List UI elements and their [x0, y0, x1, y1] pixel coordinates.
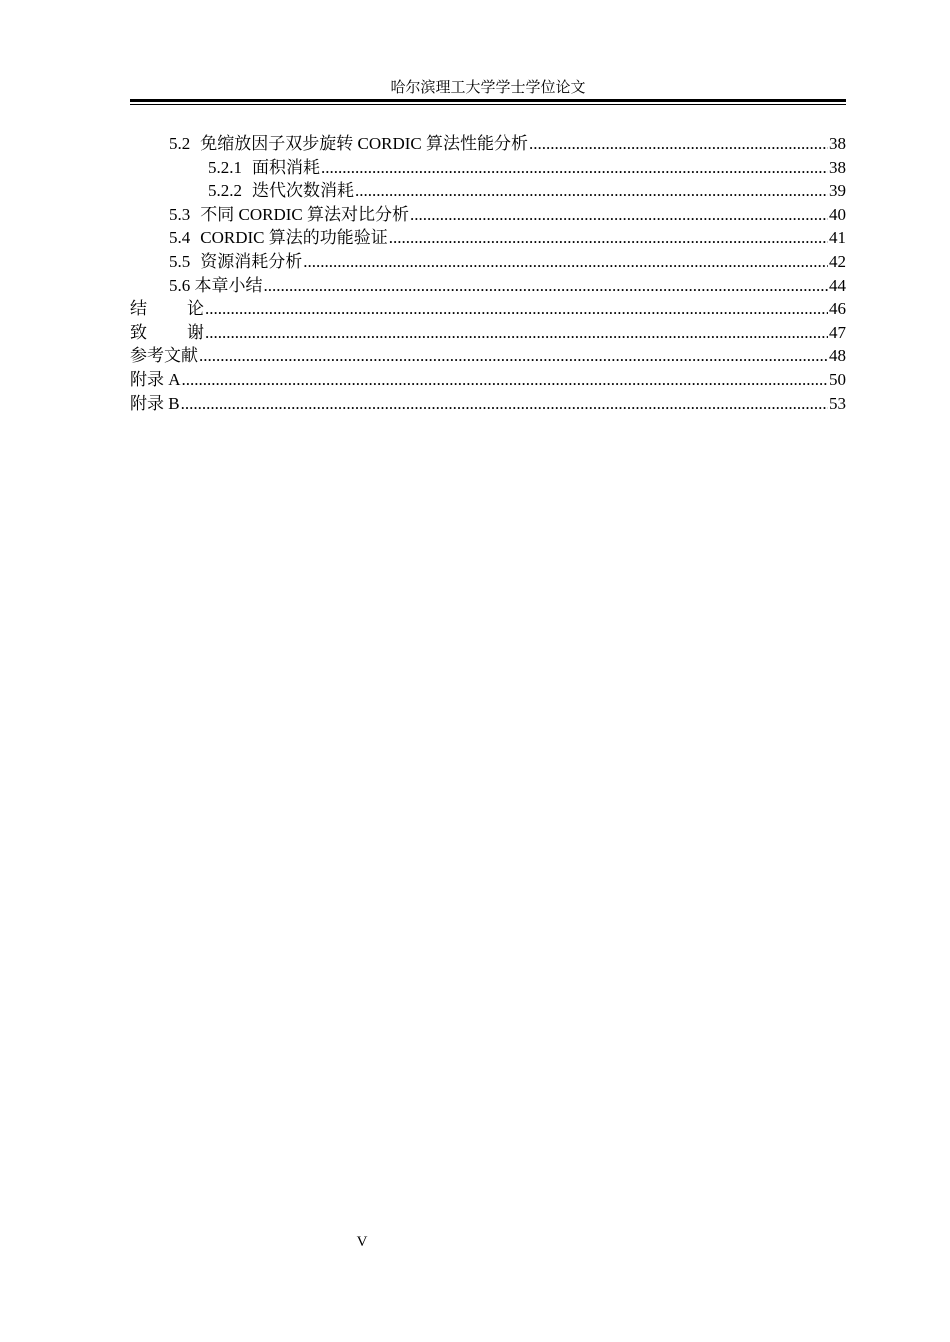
toc-entry-acknowledgements[interactable]: [130, 321, 846, 345]
toc-entry-number: 5.5: [169, 251, 191, 271]
toc-entry-title-part: 论: [187, 299, 204, 319]
toc-entry-page: 44: [829, 275, 846, 295]
toc-dot-leader: [355, 179, 828, 203]
toc-entry-number: 5.2: [169, 134, 191, 153]
toc-entry-title-part: 结: [130, 299, 187, 319]
toc-entry-title: 不同 CORDIC 算法对比分析: [200, 204, 409, 224]
toc-entry-5-4[interactable]: [130, 226, 846, 250]
toc-dot-leader: [205, 297, 828, 321]
toc-entry-references[interactable]: [130, 344, 846, 368]
toc-entry-5-2-1[interactable]: [130, 156, 846, 180]
toc-entry-page: 38: [829, 134, 846, 153]
toc-entry-title: 附录 B: [130, 393, 180, 413]
toc-entry-number: 5.2.1: [208, 157, 242, 177]
toc-entry-5-5[interactable]: [130, 250, 846, 274]
toc-entry-number: 5.2.2: [208, 181, 242, 201]
toc-dot-leader: [410, 203, 828, 227]
toc-entry-page: 41: [829, 228, 846, 248]
toc-entry-5-2-2[interactable]: [130, 179, 846, 203]
toc-entry-number: 5.3: [169, 204, 191, 224]
toc-entry-title: 5.6 本章小结: [169, 275, 263, 295]
page-header-title: 哈尔滨理工大学学士学位论文: [390, 80, 586, 96]
toc-dot-leader: [205, 321, 828, 345]
toc-entry-5-6[interactable]: [130, 274, 846, 298]
toc-entry-page: 47: [829, 322, 846, 342]
toc-dot-leader: [303, 250, 828, 274]
toc-entry-page: 40: [829, 204, 846, 224]
toc-entry-page: 38: [829, 157, 846, 177]
toc-dot-leader: [199, 344, 828, 368]
header-rule-thin: [130, 104, 846, 105]
toc-entry-5-3[interactable]: [130, 203, 846, 227]
toc-entry-title-part: 致: [130, 322, 187, 342]
page-number: V: [356, 1234, 368, 1250]
toc-entry-appendix-a[interactable]: [130, 368, 846, 392]
toc-dot-leader: [181, 392, 828, 416]
toc-entry-5-2[interactable]: [130, 132, 846, 156]
toc-entry-title: 附录 A: [130, 369, 181, 389]
toc-entry-page: 46: [829, 299, 846, 319]
toc-entry-conclusion[interactable]: [130, 297, 846, 321]
toc-entry-title: 迭代次数消耗: [252, 181, 354, 201]
toc-dot-leader: [529, 132, 828, 156]
toc-entry-title: 参考文献: [130, 346, 198, 366]
toc-entry-title-part: 谢: [187, 322, 204, 342]
toc-entry-title: 免缩放因子双步旋转 CORDIC 算法性能分析: [200, 134, 528, 153]
toc-dot-leader: [321, 156, 828, 180]
toc-entry-title: 面积消耗: [252, 157, 320, 177]
toc-entry-page: 50: [829, 369, 846, 389]
toc-entry-page: 39: [829, 181, 846, 201]
toc-entry-page: 48: [829, 346, 846, 366]
table-of-contents: [130, 132, 846, 415]
toc-dot-leader: [264, 274, 829, 298]
toc-entry-appendix-b[interactable]: [130, 392, 846, 416]
toc-dot-leader: [182, 368, 828, 392]
header-rule-thick: [130, 99, 846, 102]
toc-entry-title: 资源消耗分析: [200, 251, 303, 271]
toc-entry-page: 53: [829, 393, 846, 413]
toc-dot-leader: [389, 226, 828, 250]
toc-entry-number: 5.4: [169, 228, 191, 248]
toc-entry-page: 42: [829, 251, 846, 271]
toc-entry-title: CORDIC 算法的功能验证: [200, 228, 388, 248]
